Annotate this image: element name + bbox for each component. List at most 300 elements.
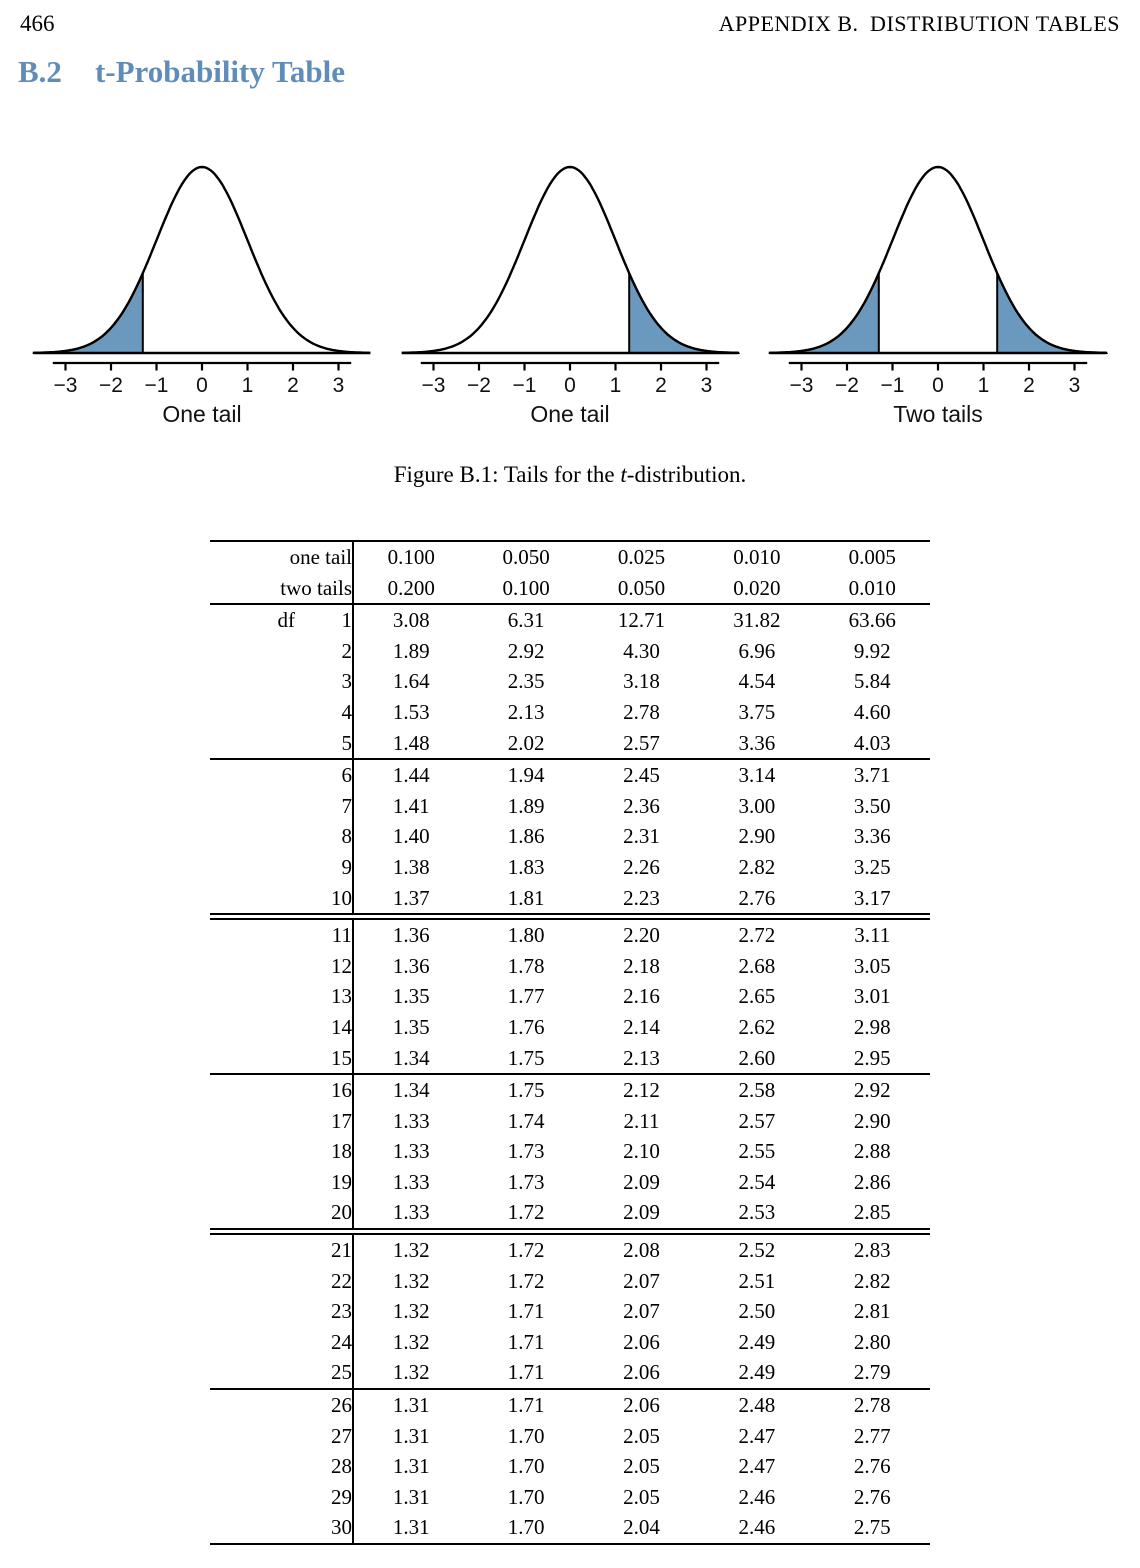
table-row xyxy=(210,1043,930,1075)
tail-figure-left xyxy=(32,141,372,428)
axis-tick-label: 1 xyxy=(977,374,990,397)
t-value-cell: 3.05 xyxy=(853,953,891,978)
table-row xyxy=(210,1266,930,1297)
table-row xyxy=(210,1197,930,1231)
t-value-cell: 1.71 xyxy=(507,1360,545,1385)
df-value-cell: 1 xyxy=(295,604,353,636)
df-value-cell: 16 xyxy=(295,1074,353,1106)
df-value-cell: 2 xyxy=(295,636,353,667)
t-value-cell: 2.85 xyxy=(853,1200,891,1225)
df-label-cell xyxy=(210,1266,295,1297)
axis-tick-label: 0 xyxy=(564,374,576,397)
table-row xyxy=(210,1512,930,1544)
df-label-cell xyxy=(210,1512,295,1544)
t-value-cell: 2.82 xyxy=(738,854,776,879)
df-value-cell: 17 xyxy=(295,1106,353,1137)
df-value-cell: 23 xyxy=(295,1296,353,1327)
t-value-cell: 1.31 xyxy=(392,1454,430,1479)
tail-probability-value: 0.200 xyxy=(353,573,468,605)
t-value-cell: 1.33 xyxy=(392,1200,430,1225)
table-row xyxy=(210,883,930,917)
tail-probability-value: 0.010 xyxy=(733,545,781,569)
tail-probability-value: 0.100 xyxy=(387,545,435,569)
t-value-cell: 3.25 xyxy=(853,854,891,879)
table-row xyxy=(210,917,930,951)
axis-tick-label: −1 xyxy=(512,374,537,397)
t-value-cell: 63.66 xyxy=(848,608,896,633)
t-value-cell: 2.53 xyxy=(738,1200,776,1225)
t-value-cell: 2.98 xyxy=(853,1014,891,1039)
df-value-cell: 18 xyxy=(295,1136,353,1167)
table-header-row xyxy=(210,541,930,573)
density-curve xyxy=(34,167,371,353)
df-value-cell: 14 xyxy=(295,1012,353,1043)
df-label-cell xyxy=(210,821,295,852)
t-value-cell: 1.72 xyxy=(507,1200,545,1225)
df-label-cell xyxy=(210,636,295,667)
tail-probability-value: 0.010 xyxy=(815,573,930,605)
t-value-cell: 1.41 xyxy=(392,793,430,818)
t-value-cell: 1.70 xyxy=(507,1515,545,1540)
df-label-cell xyxy=(210,883,295,917)
t-value-cell: 2.09 xyxy=(623,1169,660,1194)
df-label-cell xyxy=(210,697,295,728)
t-value-cell: 2.05 xyxy=(623,1454,660,1479)
running-header-title: APPENDIX B. DISTRIBUTION TABLES xyxy=(718,11,1120,36)
df-value-cell: 24 xyxy=(295,1327,353,1358)
density-plot-two-tails xyxy=(768,141,1108,399)
t-value-cell: 1.33 xyxy=(392,1139,430,1164)
axis-tick-label: −2 xyxy=(835,374,859,397)
t-value-cell: 2.20 xyxy=(584,917,699,951)
t-value-cell: 3.14 xyxy=(699,759,814,791)
t-value-cell: 1.71 xyxy=(507,1299,545,1324)
caption-text: Figure B.1: Tails for the xyxy=(393,462,621,487)
t-value-cell: 2.06 xyxy=(623,1329,660,1354)
t-value-cell: 2.62 xyxy=(738,1014,776,1039)
t-value-cell: 1.40 xyxy=(392,824,430,849)
tail-figure-label: Two tails xyxy=(893,401,983,427)
t-value-cell: 2.78 xyxy=(815,1389,930,1421)
tail-probability-value: 0.050 xyxy=(502,545,550,569)
t-value-cell: 2.14 xyxy=(623,1014,660,1039)
axis-tick-label: −2 xyxy=(467,374,491,397)
t-value-cell: 6.31 xyxy=(507,608,545,633)
t-value-cell: 2.76 xyxy=(853,1484,891,1509)
axis-tick-label: −1 xyxy=(144,374,169,397)
t-value-cell: 2.12 xyxy=(584,1074,699,1106)
df-value-cell: 3 xyxy=(295,666,353,697)
df-label-cell xyxy=(210,1136,295,1167)
t-value-cell: 1.34 xyxy=(353,1074,468,1106)
axis-tick-label: 2 xyxy=(655,374,667,397)
axis-tick-label: 2 xyxy=(1023,374,1035,397)
axis-tick-label: 3 xyxy=(700,374,713,397)
t-value-cell: 2.26 xyxy=(623,854,660,879)
shaded-tail-region xyxy=(997,273,1106,353)
t-probability-table xyxy=(210,540,930,1545)
df-value-cell: 13 xyxy=(295,981,353,1012)
tail-figure-label: One tail xyxy=(162,401,242,427)
t-value-cell: 2.05 xyxy=(623,1423,660,1448)
tail-probability-value: 0.005 xyxy=(848,545,896,569)
t-value-cell: 2.68 xyxy=(738,953,776,978)
t-value-cell: 2.51 xyxy=(738,1268,776,1293)
t-value-cell: 2.10 xyxy=(623,1139,660,1164)
df-value-cell: 30 xyxy=(295,1512,353,1544)
t-value-cell: 1.70 xyxy=(507,1454,545,1479)
t-value-cell: 2.57 xyxy=(738,1108,776,1133)
axis-tick-label: −3 xyxy=(421,374,446,397)
table-row xyxy=(210,1327,930,1358)
t-value-cell: 1.32 xyxy=(353,1232,468,1266)
t-value-cell: 1.75 xyxy=(507,1045,545,1070)
axis-tick-label: −3 xyxy=(53,374,78,397)
axis-tick-label: 1 xyxy=(241,374,254,397)
df-value-cell: 20 xyxy=(295,1197,353,1231)
caption-italic-t: t xyxy=(620,462,627,487)
t-value-cell: 3.00 xyxy=(738,793,776,818)
t-value-cell: 1.37 xyxy=(392,885,430,910)
table-row xyxy=(210,1167,930,1198)
t-value-cell: 3.08 xyxy=(392,608,430,633)
t-value-cell: 1.64 xyxy=(392,669,430,694)
t-value-cell: 1.33 xyxy=(392,1108,430,1133)
t-value-cell: 3.36 xyxy=(853,824,891,849)
df-value-cell: 19 xyxy=(295,1167,353,1198)
t-value-cell: 2.13 xyxy=(623,1045,660,1070)
t-value-cell: 1.76 xyxy=(507,1014,545,1039)
df-label-cell xyxy=(210,951,295,982)
figure-caption xyxy=(0,462,1140,488)
t-value-cell: 2.52 xyxy=(699,1232,814,1266)
df-value-cell: 11 xyxy=(295,917,353,951)
table-row xyxy=(210,666,930,697)
axis-tick-label: 0 xyxy=(196,374,208,397)
t-value-cell: 2.13 xyxy=(507,699,545,724)
t-value-cell: 1.44 xyxy=(353,759,468,791)
df-label-cell xyxy=(210,917,295,951)
t-value-cell: 1.86 xyxy=(507,824,545,849)
t-value-cell: 1.53 xyxy=(392,699,430,724)
t-value-cell: 1.32 xyxy=(392,1299,430,1324)
df-label-cell xyxy=(210,1357,295,1389)
density-curve-svg xyxy=(768,141,1108,399)
df-value-cell: 9 xyxy=(295,852,353,883)
density-curve xyxy=(402,167,739,353)
t-value-cell: 1.31 xyxy=(392,1515,430,1540)
table-header-row xyxy=(210,573,930,605)
t-value-cell: 1.83 xyxy=(507,854,545,879)
df-value-cell: 4 xyxy=(295,697,353,728)
t-value-cell: 2.09 xyxy=(623,1200,660,1225)
t-value-cell: 2.72 xyxy=(699,917,814,951)
axis-tick-label: −3 xyxy=(789,374,814,397)
tail-probability-value: 0.050 xyxy=(584,573,699,605)
t-value-cell: 1.73 xyxy=(507,1169,545,1194)
t-value-cell: 2.31 xyxy=(623,824,660,849)
table-row xyxy=(210,981,930,1012)
t-value-cell: 2.65 xyxy=(738,984,776,1009)
t-value-cell: 1.73 xyxy=(507,1139,545,1164)
t-value-cell: 4.03 xyxy=(853,730,891,755)
df-label-cell xyxy=(210,1197,295,1231)
table-row xyxy=(210,1451,930,1482)
t-value-cell: 3.50 xyxy=(853,793,891,818)
t-value-cell: 1.35 xyxy=(392,1014,430,1039)
df-label-cell xyxy=(210,1012,295,1043)
df-value-cell: 25 xyxy=(295,1357,353,1389)
t-table-body xyxy=(210,541,930,1544)
t-value-cell: 2.77 xyxy=(853,1423,891,1448)
df-label-cell xyxy=(210,1167,295,1198)
t-value-cell: 2.49 xyxy=(738,1360,776,1385)
t-value-cell: 2.80 xyxy=(853,1329,891,1354)
t-value-cell: 3.17 xyxy=(853,885,891,910)
t-value-cell: 1.31 xyxy=(392,1484,430,1509)
t-value-cell: 2.47 xyxy=(738,1423,776,1448)
t-value-cell: 2.46 xyxy=(738,1484,776,1509)
t-value-cell: 2.92 xyxy=(815,1074,930,1106)
t-value-cell: 2.58 xyxy=(699,1074,814,1106)
t-value-cell: 1.89 xyxy=(392,638,430,663)
axis-tick-label: −1 xyxy=(880,374,905,397)
df-value-cell: 21 xyxy=(295,1232,353,1266)
t-value-cell: 2.05 xyxy=(623,1484,660,1509)
t-value-cell: 1.80 xyxy=(468,917,583,951)
t-value-cell: 1.72 xyxy=(507,1268,545,1293)
table-row xyxy=(210,759,930,791)
t-value-cell: 2.55 xyxy=(738,1139,776,1164)
df-label-cell xyxy=(210,1232,295,1266)
t-value-cell: 2.08 xyxy=(584,1232,699,1266)
t-value-cell: 2.06 xyxy=(623,1360,660,1385)
t-value-cell: 2.48 xyxy=(699,1389,814,1421)
df-value-cell: 5 xyxy=(295,728,353,760)
df-value-cell: 10 xyxy=(295,883,353,917)
t-value-cell: 1.78 xyxy=(507,953,545,978)
t-value-cell: 1.48 xyxy=(392,730,430,755)
df-value-cell: 8 xyxy=(295,821,353,852)
df-label-cell xyxy=(210,728,295,760)
df-label-cell xyxy=(210,1451,295,1482)
axis-tick-label: 1 xyxy=(609,374,622,397)
table-row xyxy=(210,791,930,822)
t-value-cell: 2.83 xyxy=(815,1232,930,1266)
t-value-cell: 2.76 xyxy=(738,885,776,910)
t-value-cell: 2.82 xyxy=(853,1268,891,1293)
t-value-cell: 2.92 xyxy=(507,638,545,663)
df-label-cell: df xyxy=(277,608,295,633)
t-value-cell: 2.57 xyxy=(623,730,660,755)
df-label-cell xyxy=(210,1296,295,1327)
density-curve xyxy=(770,167,1107,353)
t-value-cell: 2.07 xyxy=(623,1299,660,1324)
shaded-tail-region xyxy=(770,273,879,353)
t-value-cell: 9.92 xyxy=(853,638,891,663)
t-value-cell: 1.75 xyxy=(468,1074,583,1106)
t-value-cell: 1.71 xyxy=(468,1389,583,1421)
df-value-cell: 7 xyxy=(295,791,353,822)
t-value-cell: 3.18 xyxy=(623,669,660,694)
page-number: 466 xyxy=(20,11,55,36)
t-value-cell: 2.46 xyxy=(738,1515,776,1540)
tail-type-label: two tails xyxy=(210,573,353,605)
table-row xyxy=(210,636,930,667)
df-value-cell: 28 xyxy=(295,1451,353,1482)
t-value-cell: 3.71 xyxy=(815,759,930,791)
t-value-cell: 2.81 xyxy=(853,1299,891,1324)
shaded-tail-region xyxy=(629,273,738,353)
table-row xyxy=(210,1106,930,1137)
table-row xyxy=(210,604,930,636)
axis-tick-label: 0 xyxy=(932,374,944,397)
tail-figure-label: One tail xyxy=(530,401,610,427)
df-label-cell xyxy=(210,1043,295,1075)
axis-tick-label: 2 xyxy=(287,374,299,397)
t-value-cell: 2.75 xyxy=(853,1515,891,1540)
t-value-cell: 1.72 xyxy=(468,1232,583,1266)
t-value-cell: 5.84 xyxy=(853,669,891,694)
df-value-cell: 22 xyxy=(295,1266,353,1297)
t-value-cell: 1.33 xyxy=(392,1169,430,1194)
t-value-cell: 2.86 xyxy=(853,1169,891,1194)
t-value-cell: 2.35 xyxy=(507,669,545,694)
table-row xyxy=(210,852,930,883)
density-plot-left-tail xyxy=(32,141,372,399)
t-value-cell: 6.96 xyxy=(738,638,776,663)
t-value-cell: 1.71 xyxy=(507,1329,545,1354)
t-value-cell: 2.07 xyxy=(623,1268,660,1293)
shaded-tail-region xyxy=(34,273,143,353)
df-label-cell xyxy=(210,1482,295,1513)
df-value-cell: 26 xyxy=(295,1389,353,1421)
df-value-cell: 6 xyxy=(295,759,353,791)
t-value-cell: 1.31 xyxy=(353,1389,468,1421)
df-label-cell xyxy=(210,1074,295,1106)
caption-text: -distribution. xyxy=(626,462,747,487)
t-value-cell: 1.94 xyxy=(468,759,583,791)
t-value-cell: 1.77 xyxy=(507,984,545,1009)
table-row xyxy=(210,1357,930,1389)
t-value-cell: 1.31 xyxy=(392,1423,430,1448)
df-label-cell xyxy=(210,759,295,791)
section-number: B.2 xyxy=(18,54,62,89)
df-label-cell xyxy=(210,1421,295,1452)
t-value-cell: 4.30 xyxy=(623,638,660,663)
df-label-cell xyxy=(210,791,295,822)
t-value-cell: 2.47 xyxy=(738,1454,776,1479)
t-value-cell: 4.54 xyxy=(738,669,776,694)
t-value-cell: 1.34 xyxy=(392,1045,430,1070)
table-row xyxy=(210,1389,930,1421)
t-value-cell: 3.36 xyxy=(738,730,776,755)
t-value-cell: 2.90 xyxy=(738,824,776,849)
tail-type-label: one tail xyxy=(210,541,353,573)
t-value-cell: 2.49 xyxy=(738,1329,776,1354)
table-row xyxy=(210,697,930,728)
t-value-cell: 2.90 xyxy=(853,1108,891,1133)
tail-probability-value: 0.020 xyxy=(699,573,814,605)
t-value-cell: 2.23 xyxy=(623,885,660,910)
df-value-cell: 15 xyxy=(295,1043,353,1075)
table-row xyxy=(210,1296,930,1327)
table-row xyxy=(210,728,930,760)
df-label-cell xyxy=(210,1106,295,1137)
table-row xyxy=(210,1421,930,1452)
df-label-cell xyxy=(210,1327,295,1358)
t-value-cell: 3.75 xyxy=(738,699,776,724)
t-value-cell: 2.18 xyxy=(623,953,660,978)
t-value-cell: 1.89 xyxy=(507,793,545,818)
t-value-cell: 1.81 xyxy=(507,885,545,910)
running-head xyxy=(0,0,1140,38)
t-value-cell: 1.32 xyxy=(392,1268,430,1293)
table-row xyxy=(210,1232,930,1266)
density-curve-svg xyxy=(400,141,740,399)
tail-figure-right xyxy=(400,141,740,428)
table-row xyxy=(210,1482,930,1513)
table-row xyxy=(210,821,930,852)
t-value-cell: 1.74 xyxy=(507,1108,545,1133)
t-value-cell: 1.70 xyxy=(507,1423,545,1448)
t-value-cell: 3.01 xyxy=(853,984,891,1009)
t-value-cell: 2.36 xyxy=(623,793,660,818)
table-row xyxy=(210,1136,930,1167)
tail-probability-value: 0.025 xyxy=(617,545,666,569)
t-value-cell: 1.35 xyxy=(392,984,430,1009)
t-value-cell: 2.95 xyxy=(853,1045,891,1070)
axis-tick-label: 3 xyxy=(1068,374,1081,397)
t-value-cell: 1.36 xyxy=(392,953,430,978)
t-value-cell: 2.16 xyxy=(623,984,660,1009)
t-value-cell: 2.54 xyxy=(738,1169,776,1194)
df-value-cell: 12 xyxy=(295,951,353,982)
t-value-cell: 2.78 xyxy=(623,699,660,724)
t-value-cell: 1.36 xyxy=(353,917,468,951)
df-value-cell: 29 xyxy=(295,1482,353,1513)
t-value-cell: 2.50 xyxy=(738,1299,776,1324)
t-value-cell: 4.60 xyxy=(853,699,891,724)
df-label-cell xyxy=(210,1389,295,1421)
density-plot-right-tail xyxy=(400,141,740,399)
figure-b1 xyxy=(0,141,1140,428)
t-value-cell: 3.11 xyxy=(815,917,930,951)
t-value-cell: 1.38 xyxy=(392,854,430,879)
t-value-cell: 12.71 xyxy=(617,608,666,633)
section-heading xyxy=(18,52,1140,92)
df-label-cell xyxy=(210,666,295,697)
df-label-cell xyxy=(210,852,295,883)
t-value-cell: 2.45 xyxy=(584,759,699,791)
table-row xyxy=(210,951,930,982)
t-value-cell: 1.70 xyxy=(507,1484,545,1509)
section-title: t-Probability Table xyxy=(94,54,345,89)
t-value-cell: 2.79 xyxy=(853,1360,891,1385)
t-value-cell: 2.88 xyxy=(853,1139,891,1164)
tail-figure-two-tails xyxy=(768,141,1108,428)
t-value-cell: 2.02 xyxy=(507,730,545,755)
t-value-cell: 2.11 xyxy=(623,1108,660,1133)
axis-tick-label: −2 xyxy=(99,374,123,397)
df-value-cell: 27 xyxy=(295,1421,353,1452)
t-value-cell: 2.04 xyxy=(623,1515,660,1540)
t-value-cell: 2.06 xyxy=(584,1389,699,1421)
t-value-cell: 2.76 xyxy=(853,1454,891,1479)
axis-tick-label: 3 xyxy=(332,374,345,397)
density-curve-svg xyxy=(32,141,372,399)
table-row xyxy=(210,1074,930,1106)
